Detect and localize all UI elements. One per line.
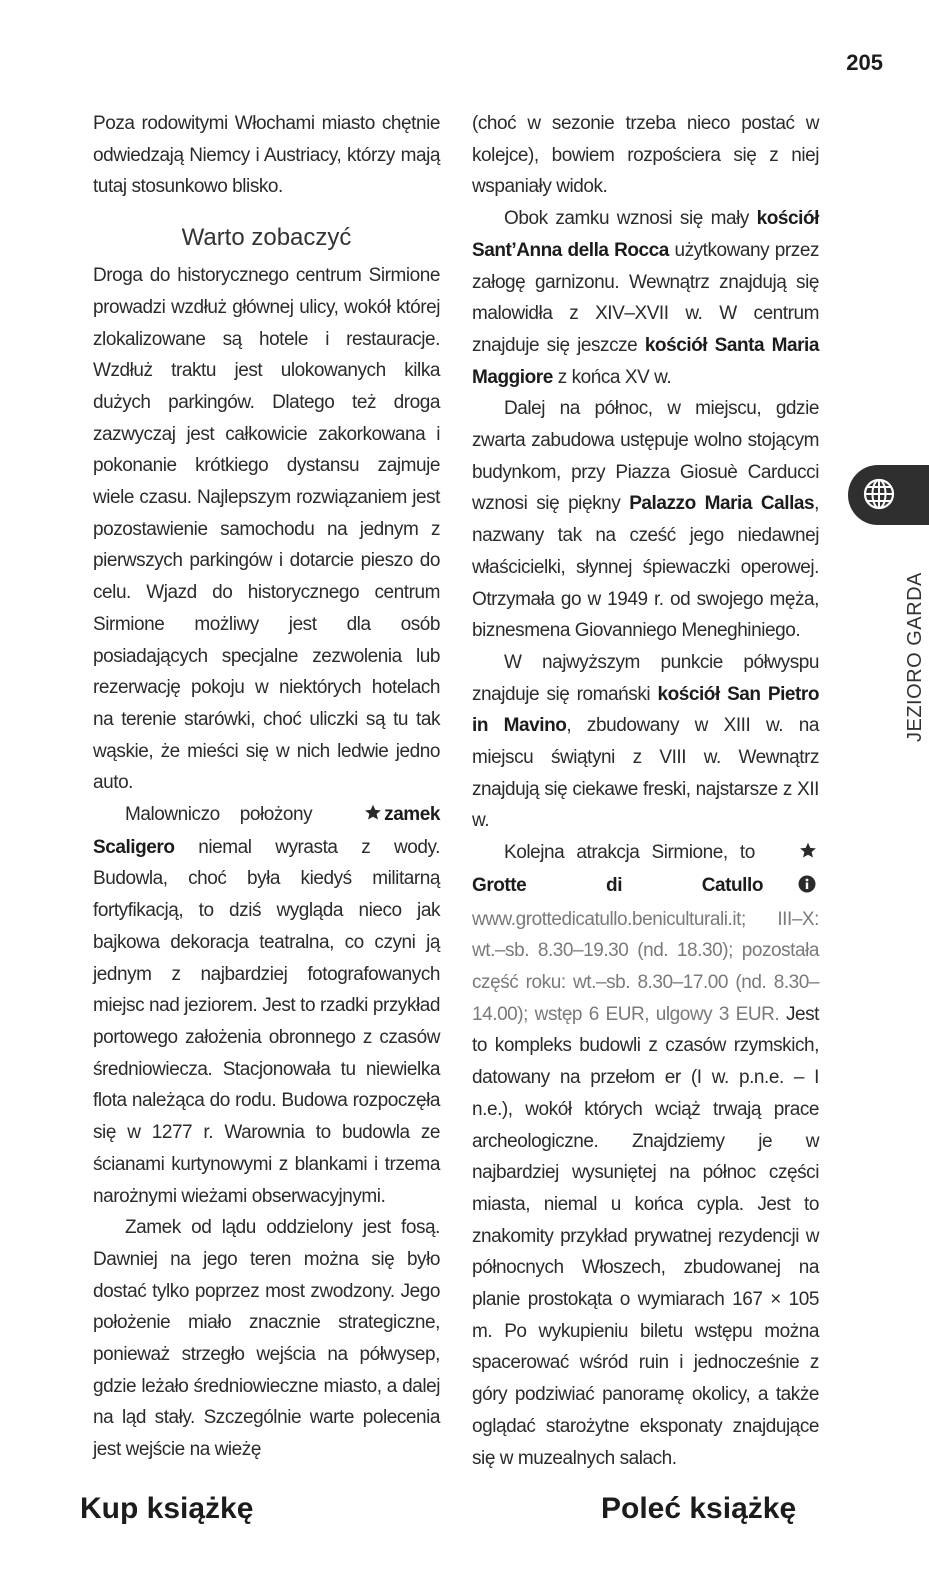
paragraph	[472, 647, 819, 837]
recommend-book-button[interactable]: Poleć książkę	[601, 1492, 797, 1525]
paragraph: Zamek od lądu oddzielony jest fosą. Dawniej na jego teren można się było dostać tylko poprzez most zwodzony. Jego położenie miało znacznie strategiczne, ponieważ strzegło wejścia na półwysep, gdzie leżało średniowieczne miasto, a dalej na ląd stały. Szczególnie warte polecenia jest wejście na wieżę	[93, 1217, 440, 1461]
globe-icon	[862, 477, 896, 511]
highlight-name: kościół San Pietro in Mavino	[472, 683, 820, 737]
paragraph-text: Obok zamku wznosi się mały	[504, 208, 749, 230]
page-number: 205	[846, 50, 883, 75]
section-heading: Warto zobaczyć	[181, 224, 352, 252]
paragraph-text: , nazwany tak na cześć jego niedawnej właścicielki, słynnej śpiewaczki operowej. Otrzymała go w 1949 r. od swojego męża, biznesmena Giovanniego Meneghiniego.	[472, 493, 819, 642]
paragraph-text: Kolejna atrakcja Sirmione, to	[504, 842, 755, 864]
paragraph-text: , zbudowany w XIII w. na miejscu świątyni z VIII w. Wewnątrz znajdują się ciekawe freski, najstarsze z XII w.	[472, 715, 819, 832]
paragraph	[472, 837, 819, 1474]
info-details: www.grottedicatullo.beniculturali.it; III–X: wt.–sb. 8.30–19.30 (nd. 18.30); pozostała część roku: wt.–sb. 8.30–17.00 (nd. 8.30–14.00); wstęp 6 EUR, ulgowy 3 EUR.	[472, 908, 819, 1025]
paragraph	[472, 393, 819, 647]
highlight-name: kościół Sant’Anna della Rocca	[472, 208, 819, 261]
highlight-name: Palazzo Maria Callas	[629, 493, 815, 515]
star-icon	[332, 800, 382, 832]
star-icon	[767, 838, 817, 870]
paragraph-text: W najwyższym punkcie półwyspu znajduje się romański	[472, 651, 819, 705]
highlight-name: kościół Santa Maria Maggiore	[472, 334, 819, 388]
chapter-tab	[848, 465, 929, 525]
left-column	[93, 108, 440, 1466]
paragraph: Droga do historycznego centrum Sirmione prowadzi wzdłuż głównej ulicy, wokół której zlokalizowane są hotele i restauracje. Wzdłuż traktu jest ulokowanych kilka dużych parkingów. Dlatego też droga zazwyczaj jest całkowicie zakorkowana i pokonanie krótkiego dystansu zajmuje wiele czasu. Najlepszym rozwiązaniem jest pozostawienie samochodu na jednym z pierwszych parkingów i dotarcie pieszo do celu. Wjazd do historycznego centrum Sirmione możliwy jest dla osób posiadających specjalne zezwolenia lub rezerwację pokoju w niektórych hotelach na terenie starówki, choć uliczki są tu tak wąskie, że mieści się w nich ledwie jedno auto.	[93, 265, 440, 794]
paragraph-text: Dalej na północ, w miejscu, gdzie zwarta zabudowa ustępuje wolno stojącym budynkom, przy Piazza Giosuè Carducci wznosi się piękny	[472, 398, 819, 515]
paragraph: Poza rodowitymi Włochami miasto chętnie odwiedzają Niemcy i Austriacy, którzy mają tutaj stosunkowo blisko.	[93, 113, 440, 198]
paragraph	[93, 799, 440, 1212]
paragraph-text: z końca XV w.	[557, 366, 672, 388]
highlight-name: zamek Scaligero	[93, 804, 440, 858]
paragraph-text: użytkowany przez załogę garnizonu. Wewnątrz znajdują się malowidła z XIV–XVII w. W centrum znajduje się jeszcze	[472, 239, 819, 356]
paragraph-text: niemal wyrasta z wody. Budowla, choć była kiedyś militarną fortyfikacją, to dziś wygląda nieco jak bajkowa dekoracja teatralna, co czyni ją jednym z najbardziej fotografowanych miejsc nad jeziorem. Jest to rzadki przykład portowego założenia obronnego z czasów średniowiecza. Stacjonowała tu niewielka flota należąca do rodu. Budowa rozpoczęła się w 1277 r. Warownia to budowla ze ścianami kurtynowymi z blankami i trzema narożnymi wieżami obserwacyjnymi.	[93, 836, 440, 1207]
chapter-label: JEZIORO GARDA	[904, 572, 926, 742]
paragraph-text: Malowniczo położony	[125, 804, 313, 826]
buy-book-button[interactable]: Kup książkę	[80, 1492, 254, 1525]
paragraph-text: Jest to kompleks budowli z czasów rzymskich, datowany na przełom er (I w. p.n.e. – I n.e.), wokół których wciąż trwają prace archeologiczne. Znajdziemy je w najbardziej wysuniętej na północ części miasta, niemal u końca cypla. Jest to znakomity przykład prywatnej rezydencji w północnych Włoszech, zbudowanej na planie prostokąta o wymiarach 167 × 105 m. Po wykupieniu biletu wstępu można spacerować wśród ruin i jednocześnie z góry podziwiać panoramę okolicy, a także oglądać starożytne eksponaty znajdujące się w muzealnych salach.	[472, 1003, 819, 1469]
paragraph: (choć w sezonie trzeba nieco postać w kolejce), bowiem rozpościera się z niej wspaniały widok.	[472, 113, 819, 198]
right-column	[472, 108, 819, 1474]
info-icon	[766, 872, 816, 904]
paragraph	[472, 203, 819, 393]
highlight-name: Grotte di Catullo	[472, 874, 763, 896]
